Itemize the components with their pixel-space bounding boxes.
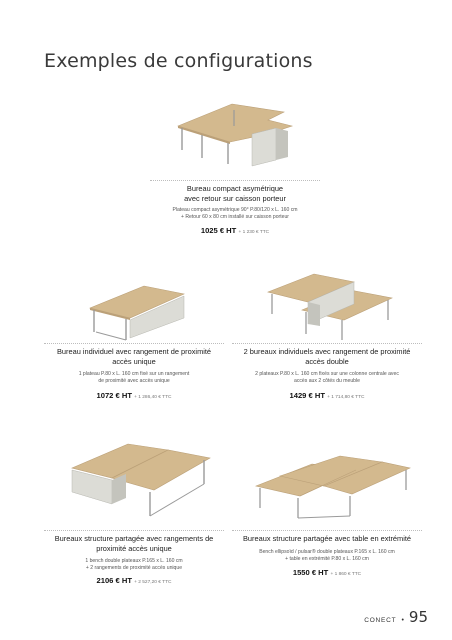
product-photo: [250, 446, 414, 520]
price-line: [150, 226, 320, 237]
divider: [44, 343, 224, 344]
product-name: Bureaux structure partagée avec rangements de proximité accès unique: [54, 534, 214, 553]
price-ttc: + 1 714,80 € TTC: [327, 395, 365, 400]
divider: [150, 180, 320, 181]
product-description: 1 plateau P.80 x L. 160 cm fixé sur un rangement de proximité avec accès unique: [78, 371, 190, 384]
price-line: [44, 576, 224, 587]
product-description: 2 plateaux P.80 x L. 160 cm fixés sur une colonne centrale avec accès aux 2 côtés du meuble: [255, 371, 399, 384]
product-structure-partagee-rangements: [44, 428, 224, 588]
page-number: 95: [408, 608, 428, 626]
product-2-bureaux-individuels: [232, 262, 422, 406]
product-description: Bench ellipsoïd / pulsar® double plateaux P.165 x L. 160 cm + table en extrémité P.80 x L. 160 cm: [259, 549, 395, 562]
product-structure-partagee-table: [232, 446, 422, 586]
product-compact-asymetrique: [150, 96, 320, 240]
page-title: Exemples de configurations: [44, 50, 313, 72]
price-ttc: + 1 230 € TTC: [238, 230, 270, 235]
product-photo: [172, 96, 298, 172]
bullet-separator: •: [401, 617, 404, 624]
product-name: Bureau individuel avec rangement de proximité accès unique: [56, 347, 212, 366]
product-photo: [262, 262, 398, 342]
product-name: Bureau compact asymétrique avec retour sur caisson porteur: [184, 184, 286, 203]
price-line: [232, 391, 422, 402]
brand-name: CONECT: [364, 617, 397, 624]
page-footer: [364, 608, 428, 626]
price-ttc: + 1 860 € TTC: [330, 572, 362, 577]
product-photo: [64, 428, 214, 520]
price-line: [44, 391, 224, 402]
price-line: [232, 568, 422, 579]
price-ht: 1550 € HT: [292, 568, 329, 577]
product-name: Bureaux structure partagée avec table en extrémité: [242, 534, 412, 543]
price-ttc: + 1 286,40 € TTC: [134, 395, 172, 400]
product-bureau-individuel: [44, 270, 224, 406]
divider: [232, 343, 422, 344]
product-photo: [82, 270, 192, 342]
price-ttc: + 2 527,20 € TTC: [134, 580, 172, 585]
product-description: Plateau compact asymétrique 90° P.80/120 x L. 160 cm + Retour 60 x 80 cm installé sur caisson porteur: [172, 207, 298, 220]
product-description: 1 bench double plateaux P.165 x L. 160 cm + 2 rangements de proximité accès unique: [85, 558, 183, 571]
price-ht: 2106 € HT: [96, 576, 132, 585]
product-name: 2 bureaux individuels avec rangement de proximité accès double: [243, 347, 411, 366]
divider: [232, 530, 422, 531]
price-ht: 1072 € HT: [96, 391, 132, 400]
divider: [44, 530, 224, 531]
price-ht: 1429 € HT: [289, 391, 325, 400]
price-ht: 1025 € HT: [200, 226, 237, 235]
